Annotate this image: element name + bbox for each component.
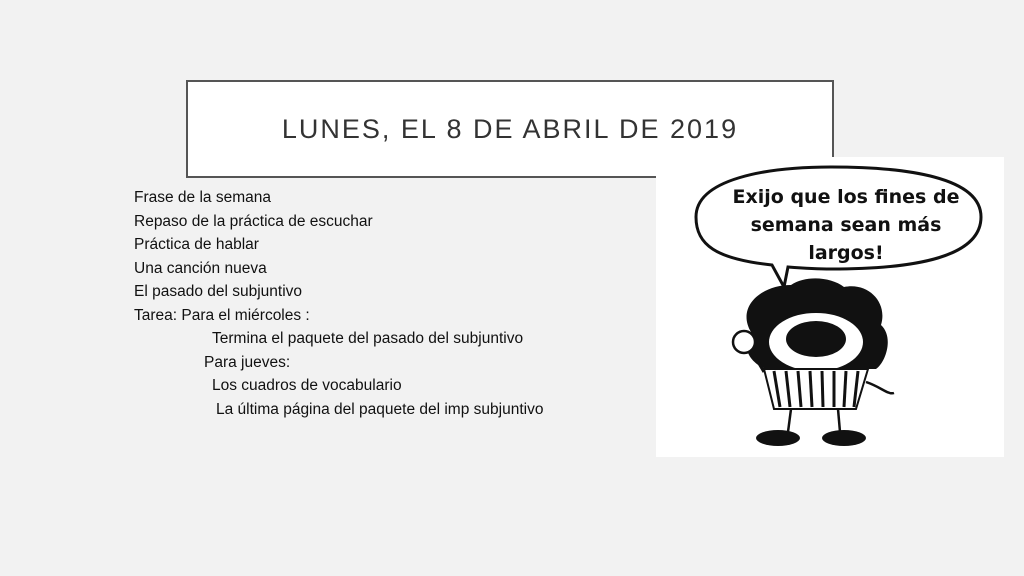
speech-bubble-text: [716, 183, 976, 267]
speech-line-2: semana sean más largos!: [750, 214, 942, 264]
agenda-subitem: Los cuadros de vocabulario: [212, 377, 402, 394]
character-mouth: [786, 321, 846, 357]
agenda-item: Práctica de hablar: [134, 236, 259, 253]
agenda-subitem: Termina el paquete del pasado del subjuntivo: [212, 330, 524, 347]
agenda-item: El pasado del subjuntivo: [134, 283, 303, 300]
character-shoe-right: [822, 430, 866, 446]
comic-illustration: [656, 157, 1004, 457]
agenda-item: Frase de la semana: [134, 189, 271, 206]
slide-title: LUNES, EL 8 DE ABRIL DE 2019: [281, 113, 739, 144]
speech-line-1: Exijo que los fines de: [732, 186, 960, 208]
agenda-subitem: Para jueves:: [204, 353, 291, 371]
character-leg-right: [838, 409, 840, 432]
agenda-subitem: La última página del paquete del imp subjuntivo: [216, 400, 544, 418]
character-leg-left: [788, 409, 791, 432]
agenda-item-homework: Tarea: Para el miércoles :: [134, 306, 310, 324]
character-shoe-left: [756, 430, 800, 446]
agenda-item: Repaso de la práctica de escuchar: [134, 212, 373, 230]
agenda-item: Una canción nueva: [134, 259, 267, 277]
agenda-list: [134, 186, 634, 421]
